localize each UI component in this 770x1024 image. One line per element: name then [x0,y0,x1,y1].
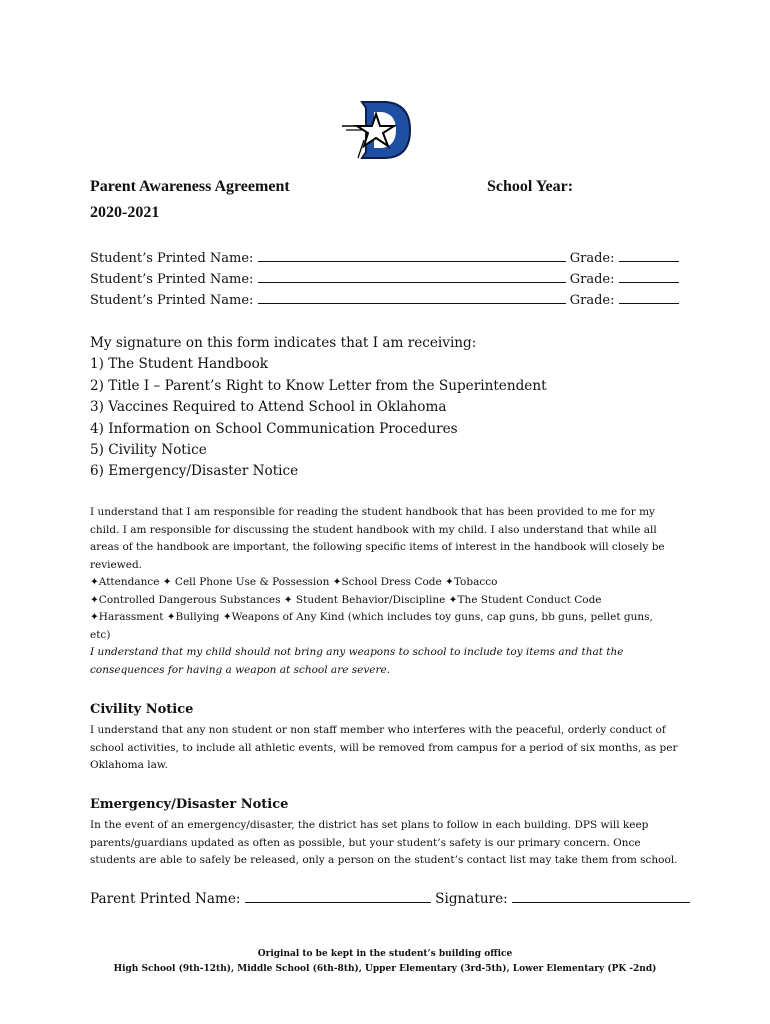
emergency-paragraph [90,817,690,870]
grade-label: Grade: [569,251,615,266]
student-name-field[interactable] [258,271,566,283]
paragraph-line: I understand that any non student or non staff member who interferes with the peaceful, orderly conduct of [90,724,666,736]
parent-name-field[interactable] [245,891,431,903]
paragraph-line: Oklahoma law. [90,759,168,771]
footer-schools: High School (9th-12th), Middle School (6th-8th), Upper Elementary (3rd-5th), Lower Elementary (PK -2nd) [113,964,657,974]
paragraph-line: reviewed. [90,558,142,571]
page-title: Parent Awareness Agreement [90,178,290,195]
paragraph-line: I understand that I am responsible for reading the student handbook that has been provided to me for my [90,506,655,518]
list-item: 1) The Student Handbook [90,356,268,373]
grade-field[interactable] [619,250,679,262]
emergency-heading: Emergency/Disaster Notice [90,797,289,812]
paragraph-line: students are able to safely be released, only a person on the student’s contact list may take them from school. [90,854,678,866]
receiving-intro: My signature on this form indicates that I am receiving: [90,335,477,351]
parent-name-label: Parent Printed Name: [90,891,241,907]
grade-field[interactable] [619,271,679,283]
signature-field[interactable] [512,891,690,903]
paragraph-line: areas of the handbook are important, the following specific items of interest in the handbook will closely be [90,541,665,553]
paragraph-line: ✦Harassment ✦Bullying ✦Weapons of Any Kind (which includes toy guns, cap guns, bb guns, pellet guns, [90,611,653,623]
student-name-field[interactable] [258,250,566,262]
paragraph-line: child. I am responsible for discussing the student handbook with my child. I also understand that while all [90,523,657,536]
list-item: 4) Information on School Communication Procedures [90,420,458,437]
student-name-field[interactable] [258,292,566,304]
civility-heading: Civility Notice [90,702,194,717]
paragraph-line: In the event of an emergency/disaster, the district has set plans to follow in each building. DPS will keep [90,819,649,831]
student-name-label: Student’s Printed Name: [90,293,254,308]
student-name-label: Student’s Printed Name: [90,272,254,287]
school-year-value: 2020-2021 [90,204,160,221]
student-row [90,250,679,266]
paragraph-line: ✦Attendance ✦ Cell Phone Use & Possession ✦School Dress Code ✦Tobacco [90,576,498,588]
list-item: 2) Title I – Parent’s Right to Know Letter from the Superintendent [90,377,547,394]
list-item: 3) Vaccines Required to Attend School in Oklahoma [90,399,447,416]
paragraph-line: parents/guardians updated as often as possible, but your student’s safety is our primary concern. Once [90,836,641,849]
student-row [90,271,679,287]
footer-note: Original to be kept in the student’s building office [257,949,513,959]
paragraph-line: school activities, to include all athletic events, will be removed from campus for a period of six months, as per [90,741,678,754]
grade-field[interactable] [619,292,679,304]
paragraph-line: etc) [90,628,111,641]
weapons-warning-line: I understand that my child should not bring any weapons to school to include toy items and that the [90,646,624,658]
signature-row [90,891,690,907]
list-item: 6) Emergency/Disaster Notice [90,463,299,480]
grade-label: Grade: [569,293,615,308]
civility-paragraph [90,722,690,775]
student-name-label: Student’s Printed Name: [90,251,254,266]
grade-label: Grade: [569,272,615,287]
weapons-warning-line: consequences for having a weapon at school are severe. [90,663,391,676]
signature-label: Signature: [435,891,508,907]
paragraph-line: ✦Controlled Dangerous Substances ✦ Student Behavior/Discipline ✦The Student Conduct Code [90,593,602,606]
school-year-label: School Year: [487,178,574,195]
handbook-paragraph [90,504,680,679]
student-row [90,292,679,308]
receiving-section [90,333,547,483]
school-logo [340,100,412,162]
list-item: 5) Civility Notice [90,442,207,459]
